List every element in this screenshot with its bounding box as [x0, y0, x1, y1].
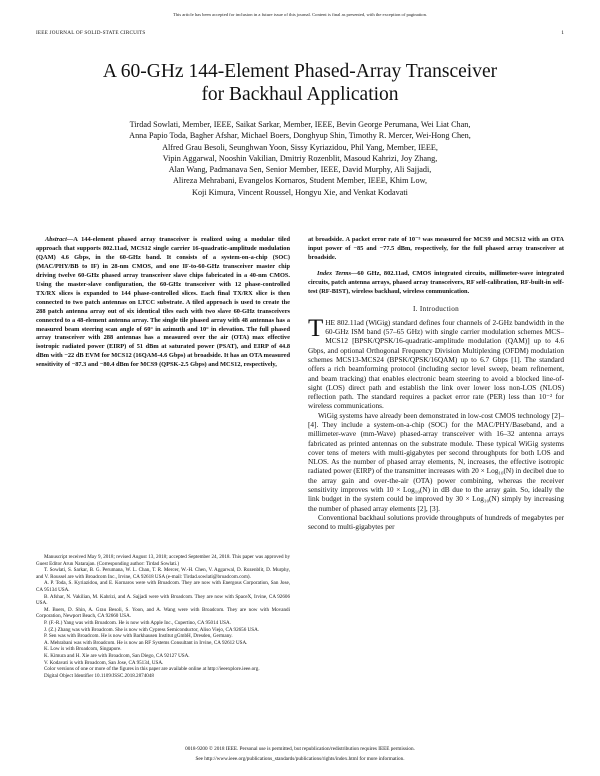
footnote: P. (F.-R.) Yang was with Broadcom. He is now with Apple Inc., Cupertino, CA 95014 USA.: [44, 619, 231, 626]
copyright-line: 0018-9200 © 2018 IEEE. Personal use is permitted, but republication/redistribution requires IEEE permission.: [185, 746, 415, 752]
introduction-body: [308, 314, 564, 532]
intro-paragraph: [308, 314, 564, 411]
acceptance-notice: This article has been accepted for inclusion in a future issue of this journal. Content is final as presented, with the exception of pagination.: [172, 12, 428, 17]
author-line: Alan Wang, Padmanava Sen, Senior Member, IEEE, David Murphy, Ali Sajjadi,: [168, 165, 432, 175]
footnote: Manuscript received May 9, 2018; revised August 13, 2018; accepted September 24, 2018. This paper was approved by Guest Editor Arun Natarajan. (Corresponding author: Tirdad Sowlati.): [36, 554, 290, 567]
intro-paragraph: Conventional backhaul solutions provide throughputs of hundreds of megabytes per second to multi-gigabytes per: [308, 512, 564, 532]
footnote: A. P. Toda, S. Kyriazidou, and E. Kornaros were with Broadcom. They are now with Energous Corporation, San Jose, CA 95134 USA.: [36, 580, 290, 593]
paper-title: [0, 60, 600, 106]
title-line-1: A 60-GHz 144-Element Phased-Array Transceiver: [102, 61, 498, 82]
footnote: V. Kodavati is with Broadcom, San Jose, CA 95134, USA.: [44, 659, 164, 666]
index-terms: [308, 270, 564, 297]
abstract-continuation: at broadside. A packet error rate of 10⁻⁵ was measured for MCS9 and MCS12 with an OTA input power of −85 and −77.5 dBm, respectively, for the full phased array transceiver at broadside.: [308, 236, 564, 261]
footnote: M. Boers, D. Shin, A. Grau Besoli, S. Yoon, and A. Wang were with Broadcom. They are now with Movandi Corporation, Newport Beach, CA 92660 USA.: [36, 606, 290, 620]
footnotes: [36, 554, 290, 679]
abstract-label: Abstract: [45, 236, 67, 243]
index-terms-text: 60 GHz, 802.11ad, CMOS integrated circuits, millimeter-wave integrated circuits, patch antenna arrays, phased array transceivers, RF self-calibration, RF-built-in self-test (RF-BIST), wireless backhaul, wireless communication.: [308, 269, 564, 295]
footnote: A. Mehrabani was with Broadcom. He is now an RF Systems Consultant in Irvine, CA 92612 USA.: [44, 639, 248, 646]
footnote: Digital Object Identifier 10.1109/JSSC.2018.2874048: [44, 672, 154, 679]
left-column: [36, 236, 290, 370]
footnote: T. Sowlati, S. Sarkar, B. G. Perumana, W. L. Chan, T. R. Mercer, W.-H. Chen, V. Aggarwal, D. Rozenblit, D. Murphy, and V. Roussel are with Broadcom Inc., Irvine, CA 92618 USA (e-mail: Tirdad.sowlati@broadcom.com).: [36, 567, 290, 580]
abstract-dash: —: [66, 236, 74, 243]
author-line: Anna Papio Toda, Bagher Afshar, Michael Boers, Donghyup Shin, Timothy R. Mercer, Wei-Hong Chen,: [129, 131, 471, 141]
journal-running-head: IEEE JOURNAL OF SOLID-STATE CIRCUITS: [36, 30, 146, 36]
footnote: K. Kimura and H. Xie are with Broadcom, San Diego, CA 92127 USA.: [44, 652, 190, 659]
index-terms-label: Index Terms: [317, 269, 352, 277]
section-heading-introduction: I. Introduction: [412, 304, 460, 313]
right-column: [308, 236, 564, 532]
footnote: Color versions of one or more of the figures in this paper are available online at http://ieeexplore.ieee.org.: [44, 666, 260, 673]
abstract-text: A 144-element phased array transceiver is realized using a modular tiled approach that supports 802.11ad, MCS12 single carrier 16-quadratic-amplitude modulation (QAM) 4.6 Gbps, in the 60-GHz band. It consists of a system-on-a-chip (SOC) (MAC/PHY/BB to IF) in 28-nm CMOS, and one IF-to-60-GHz transceiver master chip driving twelve 60-GHz phased array transceiver slave chips fabricated in a 40-nm CMOS. Using the master-slave configuration, the 60-GHz transceiver with 12 phase-controlled TX/RX slices is expanded to 144 phase-controlled slices. Each final TX/RX slice is then connected to two patch antennas on LTCC substrate. A tiled approach is used to create the 288 patch antenna array out of six identical tiles each with two slave 60-GHz transceivers connected to a 48-element antenna array. The single tile phased array with 48 antennas has a measured beam steering scan angle of 60° in azimuth and 10° in elevation. The full phased array transceiver with 288 antennas has a measured over the air (OTA) max effective isotropic radiated power (EIRP) of 51 dBm at saturated power (PSAT), and EIRP of 44.8 dBm with −22 dB EVM for MCS12 (16QAM-4.6 Gbps) at broadside. It has an OTA measured sensitivity of −87.3 and −80.4 dBm for MCS9 (QPSK-2.5 Gbps) and MCS12, respectively,: [36, 236, 290, 369]
intro-paragraph-text: HE 802.11ad (WiGig) standard defines four channels of 2-GHz bandwidth in the 60-GHz ISM band (57–65 GHz) with single carrier modulation schemes MCS–MCS12 [BPSK/QPSK/16-quadratic-amplitude modulation (QAM)] up to 4.6 Gbps, and optional Orthogonal Frequency Division Multiplexing (OFDM) modulation schemes MCS13-MCS24 (BPSK/QPSK/16QAM) up to 6.7 Gbps [1]. The standard offers a rich beamforming protocol (including sector level sweep, beam refinement, and beam tracking) that enables electronic beam steering to avoid a blocked line-of-sight (LOS) direct path and establish the link over lower loss non-LOS (NLOS) reflection path. The standard requires a packet error rate (PER) less than 10⁻² for wireless communications.: [308, 317, 564, 411]
footnote: P. Sen was with Broadcom. He is now with Barkhausen Institut gGmbH, Dresden, Germany.: [44, 633, 233, 640]
author-line: Vipin Aggarwal, Nooshin Vakilian, Dmitriy Rozenblit, Masoud Kahrizi, Joy Zhang,: [162, 153, 438, 163]
abstract: [36, 236, 290, 370]
drop-cap: T: [308, 314, 324, 342]
footnote: K. Low is with Broadcom, Singapore.: [44, 646, 122, 653]
author-line: Alfred Grau Besoli, Seunghwan Yoon, Sissy Kyriazidou, Phil Yang, Member, IEEE,: [162, 142, 438, 152]
index-terms-dash: —: [351, 269, 358, 277]
author-line: Koji Kimura, Vincent Roussel, Hongyu Xie, and Venkat Kodavati: [192, 187, 408, 197]
page-number: 1: [561, 30, 564, 36]
author-line: Alireza Mehrabani, Evangelos Kornaros, Student Member, IEEE, Khim Low,: [172, 176, 428, 186]
rights-info-line: See http://www.ieee.org/publications_standards/publications/rights/index.html for more information.: [195, 756, 405, 762]
footnote: J. (Z.) Zhang was with Broadcom. She is now with Cypress Semiconductor, Aliso Viejo, CA 92656 USA.: [44, 626, 260, 633]
author-list: [60, 119, 540, 198]
author-line: Tirdad Sowlati, Member, IEEE, Saikat Sarkar, Member, IEEE, Bevin George Perumana, Wei Liat Chan,: [129, 120, 471, 129]
title-line-2: for Backhaul Application: [201, 84, 399, 105]
footnote: B. Afshar, N. Vakilian, M. Kahrizi, and A. Sajjadi were with Broadcom. They are now with SpaceX, Irvine, CA 92606 USA.: [36, 593, 290, 607]
intro-paragraph: WiGig systems have already been demonstrated in low-cost CMOS technology [2]–[4]. They include a system-on-a-chip (SOC) for the MAC/PHY/Baseband, and a millimeter-wave (mm-Wave) phased-array transceiver with 16–32 antenna arrays fabricated as printed antennas on the substrate module. These typical WiGig systems cover tens of meters with multi-gigabytes per second throughputs for both LOS and NLOS. As the number of phased array elements, N, increases, the effective isotropic radiated power (EIRP) of the transmitter increases with 20 × Log₁₀(N) in decibel due to the array gain and over-the-air (OTA) power combining, whereas the receiver sensitivity improves with 10 × Log₁₀(N) in dB due to the array gain. So, ideally the link budget in the system could be improved by 30 × Log₁₀(N) simply by increasing the number of phased array elements [2], [3].: [308, 410, 564, 513]
